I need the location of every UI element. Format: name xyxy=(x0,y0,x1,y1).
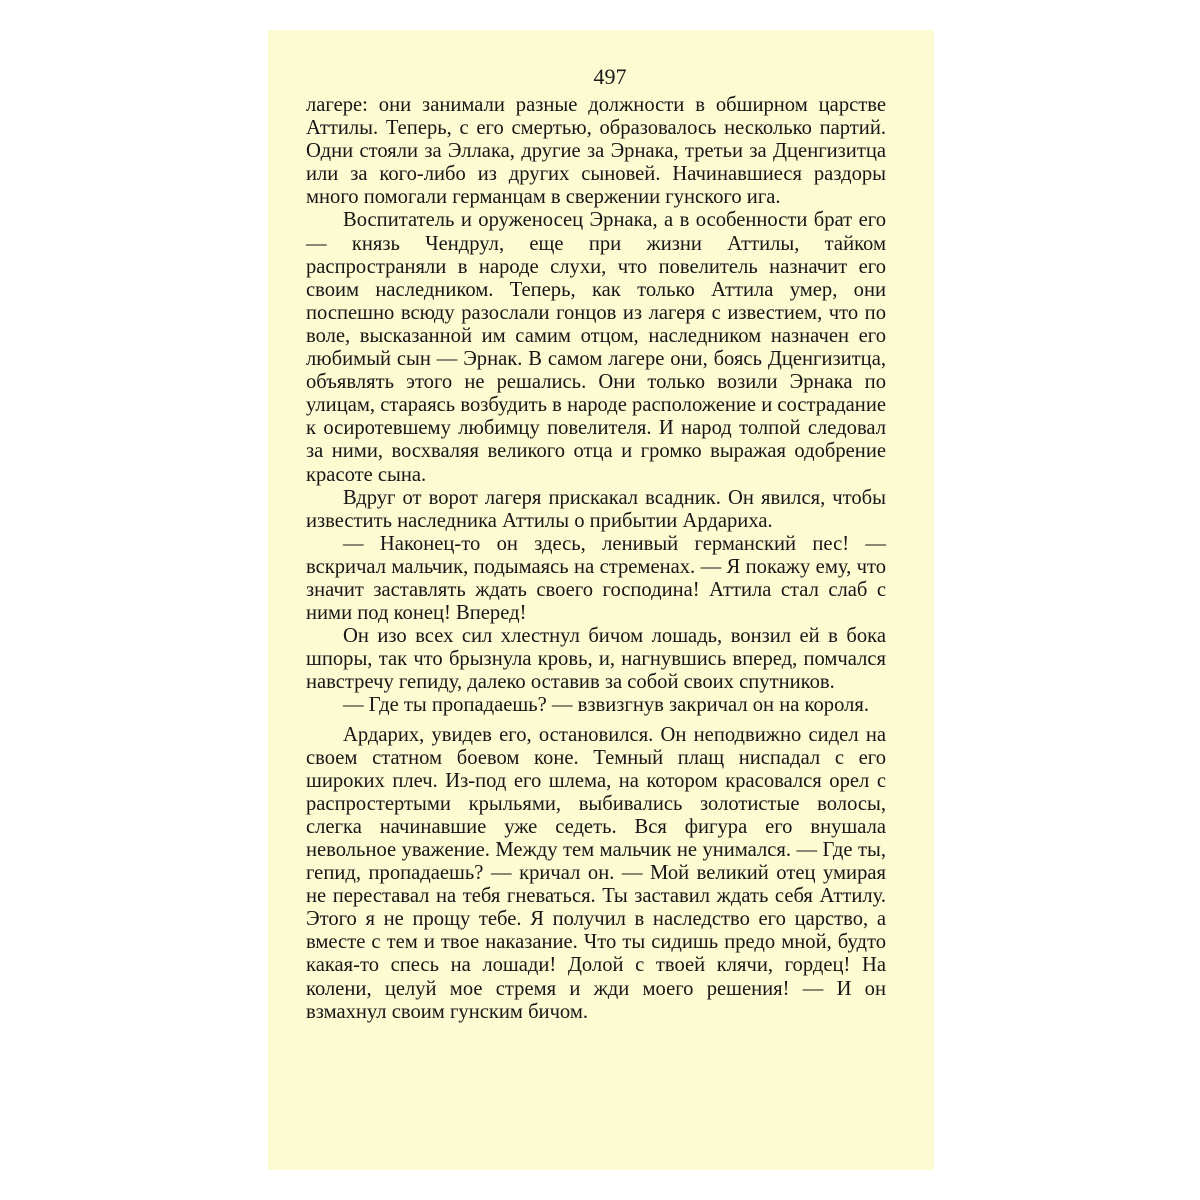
page-number: 497 xyxy=(593,64,627,89)
paragraph-3: Вдруг от ворот лагеря прискакал всадник. Он явился, чтобы известить наследника Аттилы о прибытии Ардариха. xyxy=(306,486,886,532)
paragraph-2: Воспитатель и оруженосец Эрнака, а в особенности брат его — князь Чендрул, еще при жизни Аттилы, тайком распространяли в народе слухи, что повелитель назначит его своим наследником. Теперь, как только Аттила умер, они поспешно всюду разослали гонцов из лагеря с известием, что по воле, высказанной им самим отцом, наследником назначен его любимый сын — Эрнак. В самом лагере они, боясь Дценгизитца, объявлять этого не решались. Они только возили Эрнака по улицам, стараясь возбудить в народе расположение и сострадание к осиротевшему любимцу повелителя. И народ толпой следовал за ними, восхваляя великого отца и громко выражая одобрение красоте сына. xyxy=(306,209,886,486)
paragraph-7: Ардарих, увидев его, остановился. Он неподвижно сидел на своем статном боевом коне. Темный плащ ниспадал с его широких плеч. Из-под его шлема, на котором красовался орел с распростертыми крыльями, выбивались золотистые волосы, слегка начинавшие уже седеть. Вся фигура его внушала невольное уважение. Между тем мальчик не унимался. — Где ты, гепид, пропадаешь? — кричал он. — Мой великий отец умирая не переставал на тебя гневаться. Ты заставил ждать себя Аттилу. Этого я не прощу тебе. Я получил в наследство его царство, а вместе с тем и твое наказание. Что ты сидишь предо мной, будто какая-то спесь на лошади! Долой с твоей клячи, гордец! На колени, целуй мое стремя и жди моего решения! — И он взмахнул своим гунским бичом. xyxy=(306,723,886,1023)
paragraph-1: лагере: они занимали разные должности в обширном царстве Аттилы. Теперь, с его смертью, образовалось несколько партий. Одни стояли за Эллака, другие за Эрнака, третьи за Дценгизитца или за кого-либо из других сыновей. Начинавшиеся раздоры много помогали германцам в свержении гунского ига. xyxy=(306,94,886,209)
paragraph-4: — Наконец-то он здесь, ленивый германский пес! — вскричал мальчик, подымаясь на стременах. — Я покажу ему, что значит заставлять ждать своего господина! Аттила стал слаб с ними под конец! Вперед! xyxy=(306,532,886,625)
page-text xyxy=(306,94,886,1024)
paragraph-5: Он изо всех сил хлестнул бичом лошадь, вонзил ей в бока шпоры, так что брызнула кровь, и, нагнувшись вперед, помчался навстречу гепиду, далеко оставив за собой своих спутников. xyxy=(306,625,886,694)
paragraph-6: — Где ты пропадаешь? — взвизгнув закричал он на короля. xyxy=(343,694,869,717)
book-page xyxy=(268,30,934,1170)
